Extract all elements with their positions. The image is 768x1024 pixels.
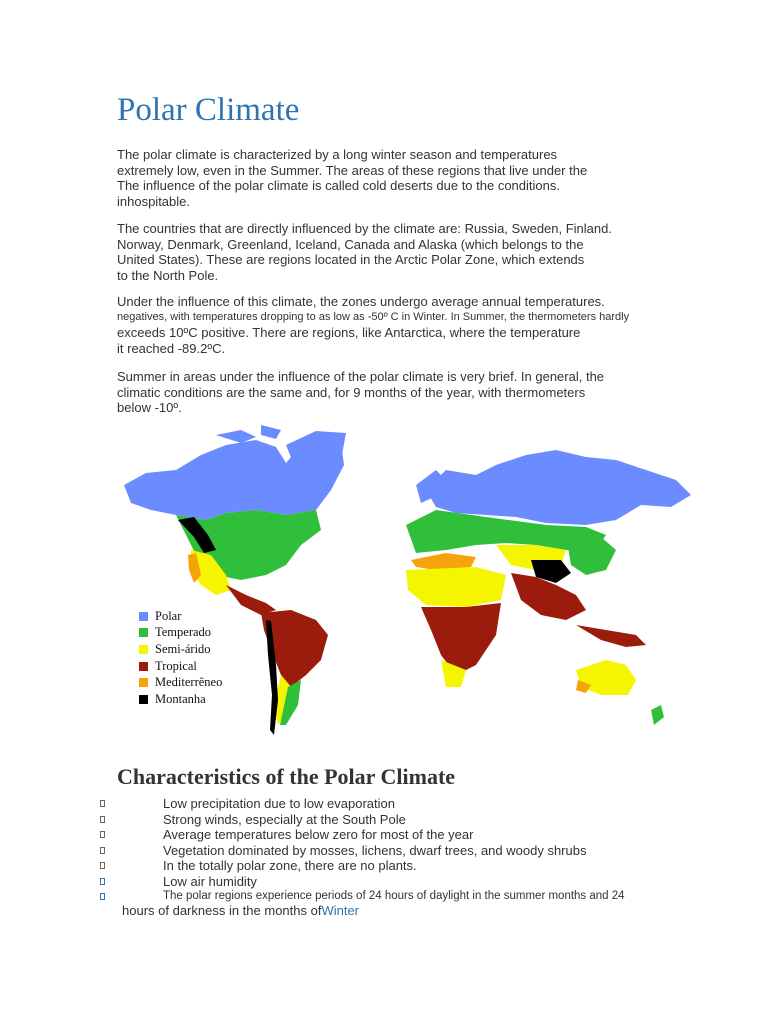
text-line: it reached -89.2ºC. [117,340,226,356]
intro-paragraph [117,147,677,209]
polar-region-eurasia [426,450,691,525]
bullet-icon [100,878,105,885]
legend-item-tropical [139,658,222,675]
list-item-text: In the totally polar zone, there are no plants. [163,858,417,873]
bullet-icon [100,893,105,900]
temperate-region-new-zealand [651,705,664,725]
list-item [100,812,700,828]
list-item-text: The polar regions experience periods of 24 hours of daylight in the summer months and 24 [163,890,625,902]
list-item [100,858,700,874]
text-line: below -10º. [117,400,182,416]
text-line: The polar climate is characterized by a long winter season and temperatures [117,147,558,162]
list-item-continuation [122,903,359,918]
legend-swatch [139,662,148,671]
legend-label: Tropical [155,658,197,673]
legend-label: Temperado [155,625,212,640]
bullet-icon [100,862,105,869]
text-line: to the North Pole. [117,267,219,283]
bullet-icon [100,831,105,838]
temperate-region-east-asia [566,535,616,575]
text-line: negatives, with temperatures dropping to as low as -50º C in Winter. In Summer, the thermometers hardly [117,310,630,323]
legend-label: Polar [155,608,182,623]
legend-item-polar [139,608,222,625]
legend-swatch [139,612,148,621]
map-legend [139,608,222,708]
tropical-region-central-america [226,585,276,615]
text-line: The influence of the polar climate is called cold deserts due to the conditions. [117,178,560,194]
page-title: Polar Climate [117,92,300,128]
section-title: Characteristics of the Polar Climate [117,764,456,789]
text-line: United States). These are regions located in the Arctic Polar Zone, which extends [117,252,585,268]
list-item-text: Low precipitation due to low evaporation [163,796,395,811]
list-item-text: Average temperatures below zero for most of the year [163,827,474,842]
text-line: inhospitable. [117,193,190,209]
text-line: Norway, Denmark, Greenland, Iceland, Canada and Alaska (which belongs to the [117,236,584,252]
tropical-region-southeast-asia [576,625,646,647]
legend-swatch [139,695,148,704]
winter-link[interactable]: Winter [321,903,360,918]
summer-paragraph [117,369,677,416]
list-item-text: Vegetation dominated by mosses, lichens, dwarf trees, and woody shrubs [163,842,587,858]
list-item [100,796,700,812]
list-item-text: Strong winds, especially at the South Pole [163,811,406,827]
temperature-paragraph [117,294,677,356]
list-item-text: Low air humidity [163,873,257,889]
text-line: climatic conditions are the same and, for 9 months of the year, with thermometers [117,384,586,400]
legend-label: Semi-árido [155,641,211,656]
legend-swatch [139,628,148,637]
polar-region-arctic-islands [216,425,281,443]
bullet-icon [100,847,105,854]
legend-item-temperado [139,625,222,642]
list-item [100,843,700,859]
countries-paragraph [117,221,677,283]
legend-item-montanha [139,691,222,708]
legend-swatch [139,678,148,687]
legend-swatch [139,645,148,654]
legend-label: Mediterrêneo [155,675,223,690]
text-line: exceeds 10ºC positive. There are regions, like Antarctica, where the temperature [117,325,581,341]
characteristics-list [100,796,700,905]
text-line: The countries that are directly influenced by the climate are: Russia, Sweden, Finland. [117,221,612,236]
tropical-region-central-africa [421,603,501,675]
semiarid-region-sahara [406,567,506,607]
bullet-icon [100,816,105,823]
bullet-icon [100,800,105,807]
list-item [100,827,700,843]
continuation-text: hours of darkness in the months of [122,903,322,918]
legend-item-mediterraneo [139,674,222,691]
legend-label: Montanha [155,691,206,706]
text-line: Summer in areas under the influence of the polar climate is very brief. In general, the [117,369,605,384]
list-item [100,874,700,890]
text-line: extremely low, even in the Summer. The areas of these regions that live under the [117,162,588,178]
legend-item-semi-arido [139,641,222,658]
text-line: Under the influence of this climate, the zones undergo average annual temperatures. [117,294,605,309]
